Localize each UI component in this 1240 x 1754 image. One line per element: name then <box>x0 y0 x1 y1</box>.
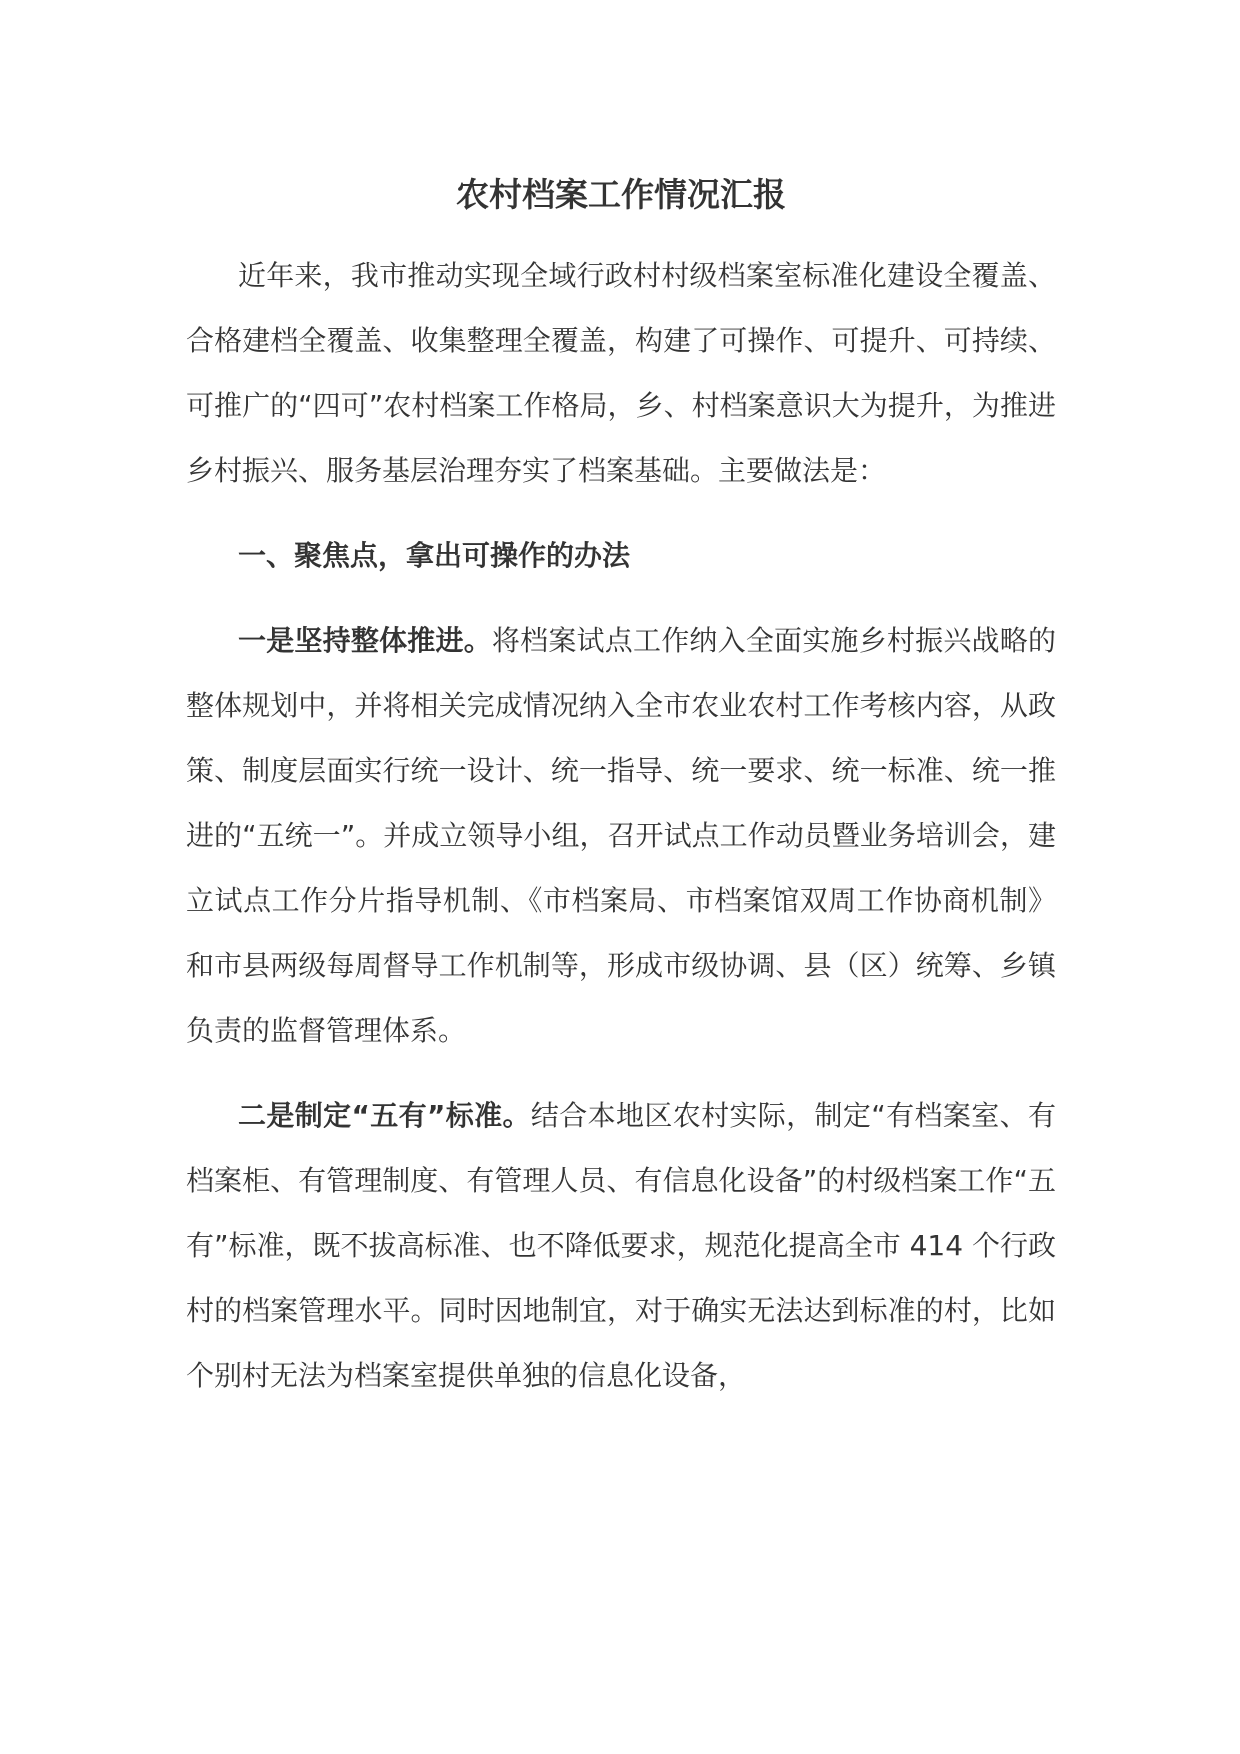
section-heading-1: 一、聚焦点，拿出可操作的办法 <box>238 539 631 572</box>
item-1-lead: 一是坚持整体推进。 <box>238 624 492 657</box>
document-body <box>186 165 1056 1428</box>
paragraph-item-1 <box>186 608 1056 1063</box>
paragraph-item-2 <box>186 1083 1056 1408</box>
intro-paragraph: 近年来，我市推动实现全域行政村村级档案室标准化建设全覆盖、合格建档全覆盖、收集整理全覆盖，构建了可操作、可提升、可持续、可推广的“四可”农村档案工作格局，乡、村档案意识大为提升，为推进乡村振兴、服务基层治理夯实了档案基础。主要做法是： <box>186 259 1056 487</box>
item-2-text: 结合本地区农村实际，制定“有档案室、有档案柜、有管理制度、有管理人员、有信息化设备”的村级档案工作“五有”标准，既不拔高标准、也不降低要求，规范化提高全市 414 个行政村的档案管理水平。同时因地制宜，对于确实无法达到标准的村，比如个别村无法为档案室提供单独的信息化设备， <box>186 1099 1056 1392</box>
item-1-text: 将档案试点工作纳入全面实施乡村振兴战略的整体规划中，并将相关完成情况纳入全市农业农村工作考核内容，从政策、制度层面实行统一设计、统一指导、统一要求、统一标准、统一推进的“五统一”。并成立领导小组，召开试点工作动员暨业务培训会，建立试点工作分片指导机制、《市档案局、市档案馆双周工作协商机制》和市县两级每周督导工作机制等，形成市级协调、县（区）统筹、乡镇负责的监督管理体系。 <box>186 624 1056 1047</box>
item-2-lead: 二是制定“五有”标准。 <box>238 1099 531 1132</box>
document-title: 农村档案工作情况汇报 <box>456 175 786 214</box>
